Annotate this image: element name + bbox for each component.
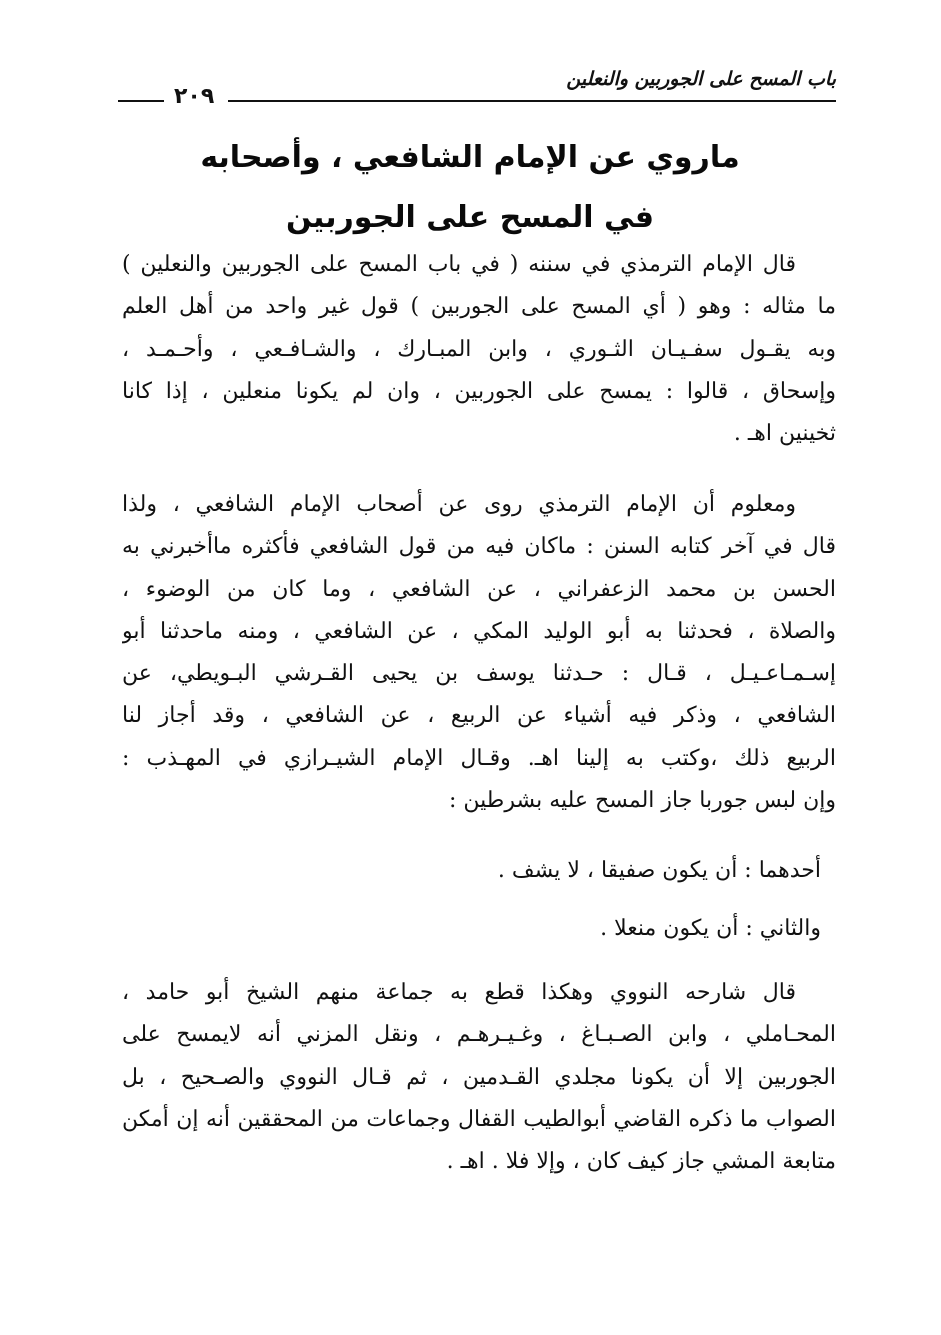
text-line: ما مثاله : وهو ( أي المسح على الجوربين ) قول غير واحد من أهل العلم: [122, 294, 836, 320]
paragraph-3: [122, 972, 836, 1183]
header-rule-short: [118, 100, 164, 102]
page-header: [118, 60, 836, 120]
paragraph-1: [122, 244, 836, 455]
text-line: إسـمـاعـيـل ، قـال : حـدثنا يوسف بن يحيى القـرشي البـويطي، عن: [122, 661, 836, 687]
text-line: الشافعي ، وذكر فيه أشياء عن الربيع ، عن الشافعي ، وقد أجاز لنا: [122, 703, 836, 729]
text-line: قال الإمام الترمذي في سننه ( في باب المسح على الجوربين والنعلين ): [122, 252, 796, 277]
header-rule: [228, 100, 836, 102]
text-line: متابعة المشي جاز كيف كان ، وإلا فلا . اهـ .: [446, 1149, 836, 1175]
text-line: والصلاة ، فحدثنا به أبو الوليد المكي ، عن الشافعي ، ومنه ماحدثنا أبو: [122, 618, 836, 644]
text-line: ومعلوم أن الإمام الترمذي روى عن أصحاب الإمام الشافعي ، ولذا: [122, 492, 796, 517]
section-title-line-1: ماروي عن الإمام الشافعي ، وأصحابه: [200, 140, 740, 175]
text-line: الصواب ما ذكره القاضي أبوالطيب القفال وجماعات من المحققين أنه إن أمكن: [122, 1106, 836, 1132]
text-line: الربيع ذلك ،وكتب به إلينا اهـ. وقـال الإمام الشيـرازي في المهـذب :: [122, 745, 836, 771]
text-line: ثخينين اهـ .: [733, 421, 836, 447]
text-line: قال شارحه النووي وهكذا قطع به جماعة منهم الشيخ أبو حامد ،: [122, 980, 796, 1005]
text-line: المحـاملي ، وابن الصـبـاغ ، وغـيـرهـم ، ونقل المزني أنه لايمسح على: [122, 1022, 836, 1048]
text-line: وإسحاق ، قالوا : يمسح على الجوربين ، وان لم يكونا منعلين ، إذا كانا: [122, 378, 836, 404]
text-line: الجوربين إلا أن يكونا مجلدي القـدمين ، ثم قـال النووي والصـحيح ، بل: [122, 1064, 836, 1090]
text-line: قال في آخر كتابه السنن : ماكان فيه من قول الشافعي فأكثره ماأخبرني به: [122, 534, 836, 560]
section-title: [140, 128, 800, 248]
condition-item-1: أحدهما : أن يكون صفيقا ، لا يشف .: [497, 858, 821, 883]
condition-item-2: والثاني : أن يكون منعلا .: [600, 916, 821, 941]
text-line: الحسن بن محمد الزعفراني ، عن الشافعي ، وما كان من الوضوء ،: [122, 576, 836, 602]
text-line: وبه يقـول سفـيـان الثـوري ، وابن المبـارك ، والشـافـعي ، وأحـمـد ،: [122, 336, 836, 362]
page-number: ٢٠٩: [174, 84, 215, 109]
text-line: وإن لبس جوربا جاز المسح عليه بشرطين :: [449, 788, 836, 814]
section-title-line-2: في المسح على الجوربين: [286, 200, 654, 235]
paragraph-2: [122, 484, 836, 822]
running-title: باب المسح على الجوربين والنعلين: [566, 68, 836, 90]
